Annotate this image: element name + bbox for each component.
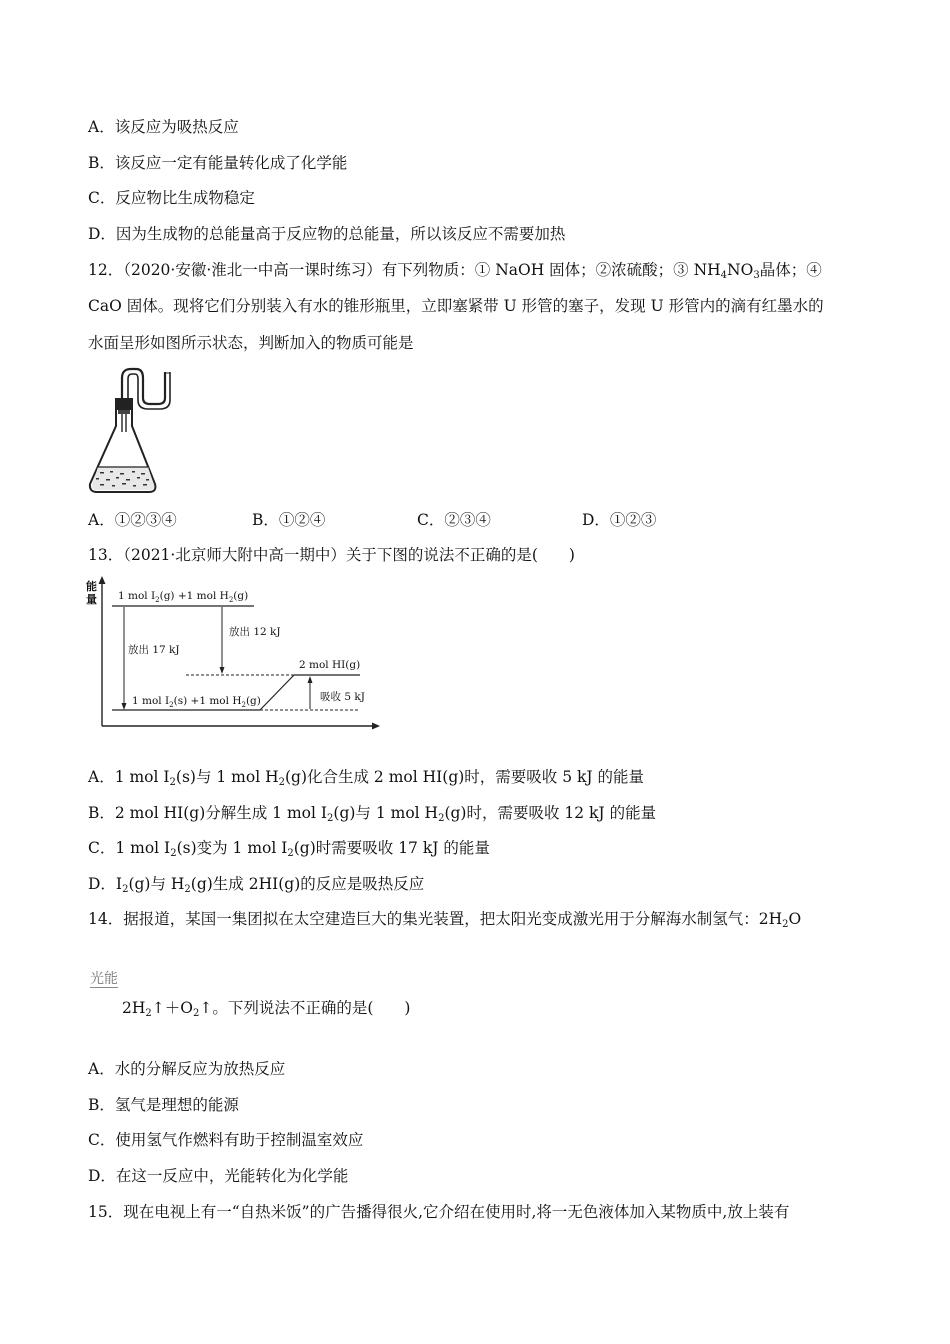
q13-option-b: B．2 mol HI(g)分解生成 1 mol $I_2(g)$与 1 mol $H_2(g)$时，需要吸收 12 kJ 的能量 — [88, 804, 657, 824]
release-12-label: 放出 12 kJ — [229, 626, 281, 638]
y-axis-label-2: 量 — [86, 593, 97, 606]
q13-option-a: A．1 mol $I_2(s)$与 1 mol $H_2(g)$化合生成 2 mol HI(g)时，需要吸收 5 kJ 的能量 — [88, 768, 645, 788]
q14-option-c: C．使用氢气作燃料有助于控制温室效应 — [88, 1131, 364, 1149]
energy-level-diagram — [84, 574, 384, 734]
q13-option-c: C．1 mol $I_2(s)$变为 1 mol $I_2(g)$时需要吸收 17 kJ 的能量 — [88, 839, 490, 859]
q14-option-d: D．在这一反应中，光能转化为化学能 — [88, 1167, 349, 1185]
y-axis-label-1: 能 — [86, 580, 97, 593]
level-hi-label: 2 mol HI(g) — [299, 659, 361, 671]
q15-stem: 15．现在电视上有一“自热米饭”的广告播得很火,它介绍在使用时,将一无色液体加入某物质中,放上装有 — [88, 1203, 790, 1221]
q11-option-c: C．反应物比生成物稳定 — [88, 189, 255, 207]
q12-option-a: A．①②③④ — [88, 511, 177, 529]
q12-option-c: C．②③④ — [417, 511, 491, 529]
q11-option-a: A．该反应为吸热反应 — [88, 118, 239, 136]
level-top-label: 1 mol $I_2(g) +1$ mol $H_2(g)$ — [118, 590, 249, 604]
q14-equation: $2H_2↑+O_2↑$。下列说法不正确的是( ) — [122, 999, 411, 1019]
q14-option-b: B．氢气是理想的能源 — [88, 1096, 239, 1114]
q14-stem: 14．据报道，某国一集团拟在太空建造巨大的集光装置，把太阳光变成激光用于分解海水制氢气：$2H_2O$ — [88, 910, 802, 930]
q12-option-b: B．①②④ — [252, 511, 326, 529]
q14-option-a: A．水的分解反应为放热反应 — [88, 1060, 286, 1078]
level-bottom-label: 1 mol $I_2(s) +1$ mol $H_2(g)$ — [132, 695, 261, 709]
q12-stem-line2: CaO 固体。现将它们分别装入有水的锥形瓶里，立即塞紧带 U 形管的塞子，发现 U 形管内的滴有红墨水的 — [88, 297, 824, 315]
q13-stem: 13．（2021·北京师大附中高一期中）关于下图的说法不正确的是( ) — [88, 546, 575, 564]
light-energy-condition: 光能 — [90, 971, 118, 987]
q11-option-b: B．该反应一定有能量转化成了化学能 — [88, 154, 348, 172]
q11-option-d: D．因为生成物的总能量高于反应物的总能量，所以该反应不需要加热 — [88, 225, 566, 243]
q12-option-d: D．①②③ — [582, 511, 657, 529]
flask-u-tube-figure — [86, 364, 186, 498]
q12-stem-line3: 水面呈形如图所示状态，判断加入的物质可能是 — [88, 334, 414, 352]
release-17-label: 放出 17 kJ — [128, 644, 180, 656]
q13-option-d: D．$I_2(g)$与 $H_2(g)$生成 2HI(g)的反应是吸热反应 — [88, 875, 425, 895]
q12-stem-line1: 12．（2020·安徽·淮北一中高一课时练习）有下列物质：① NaOH 固体；②浓硫酸；③ $NH_4NO_3$晶体；④ — [88, 261, 822, 281]
absorb-5-label: 吸收 5 kJ — [320, 691, 365, 703]
